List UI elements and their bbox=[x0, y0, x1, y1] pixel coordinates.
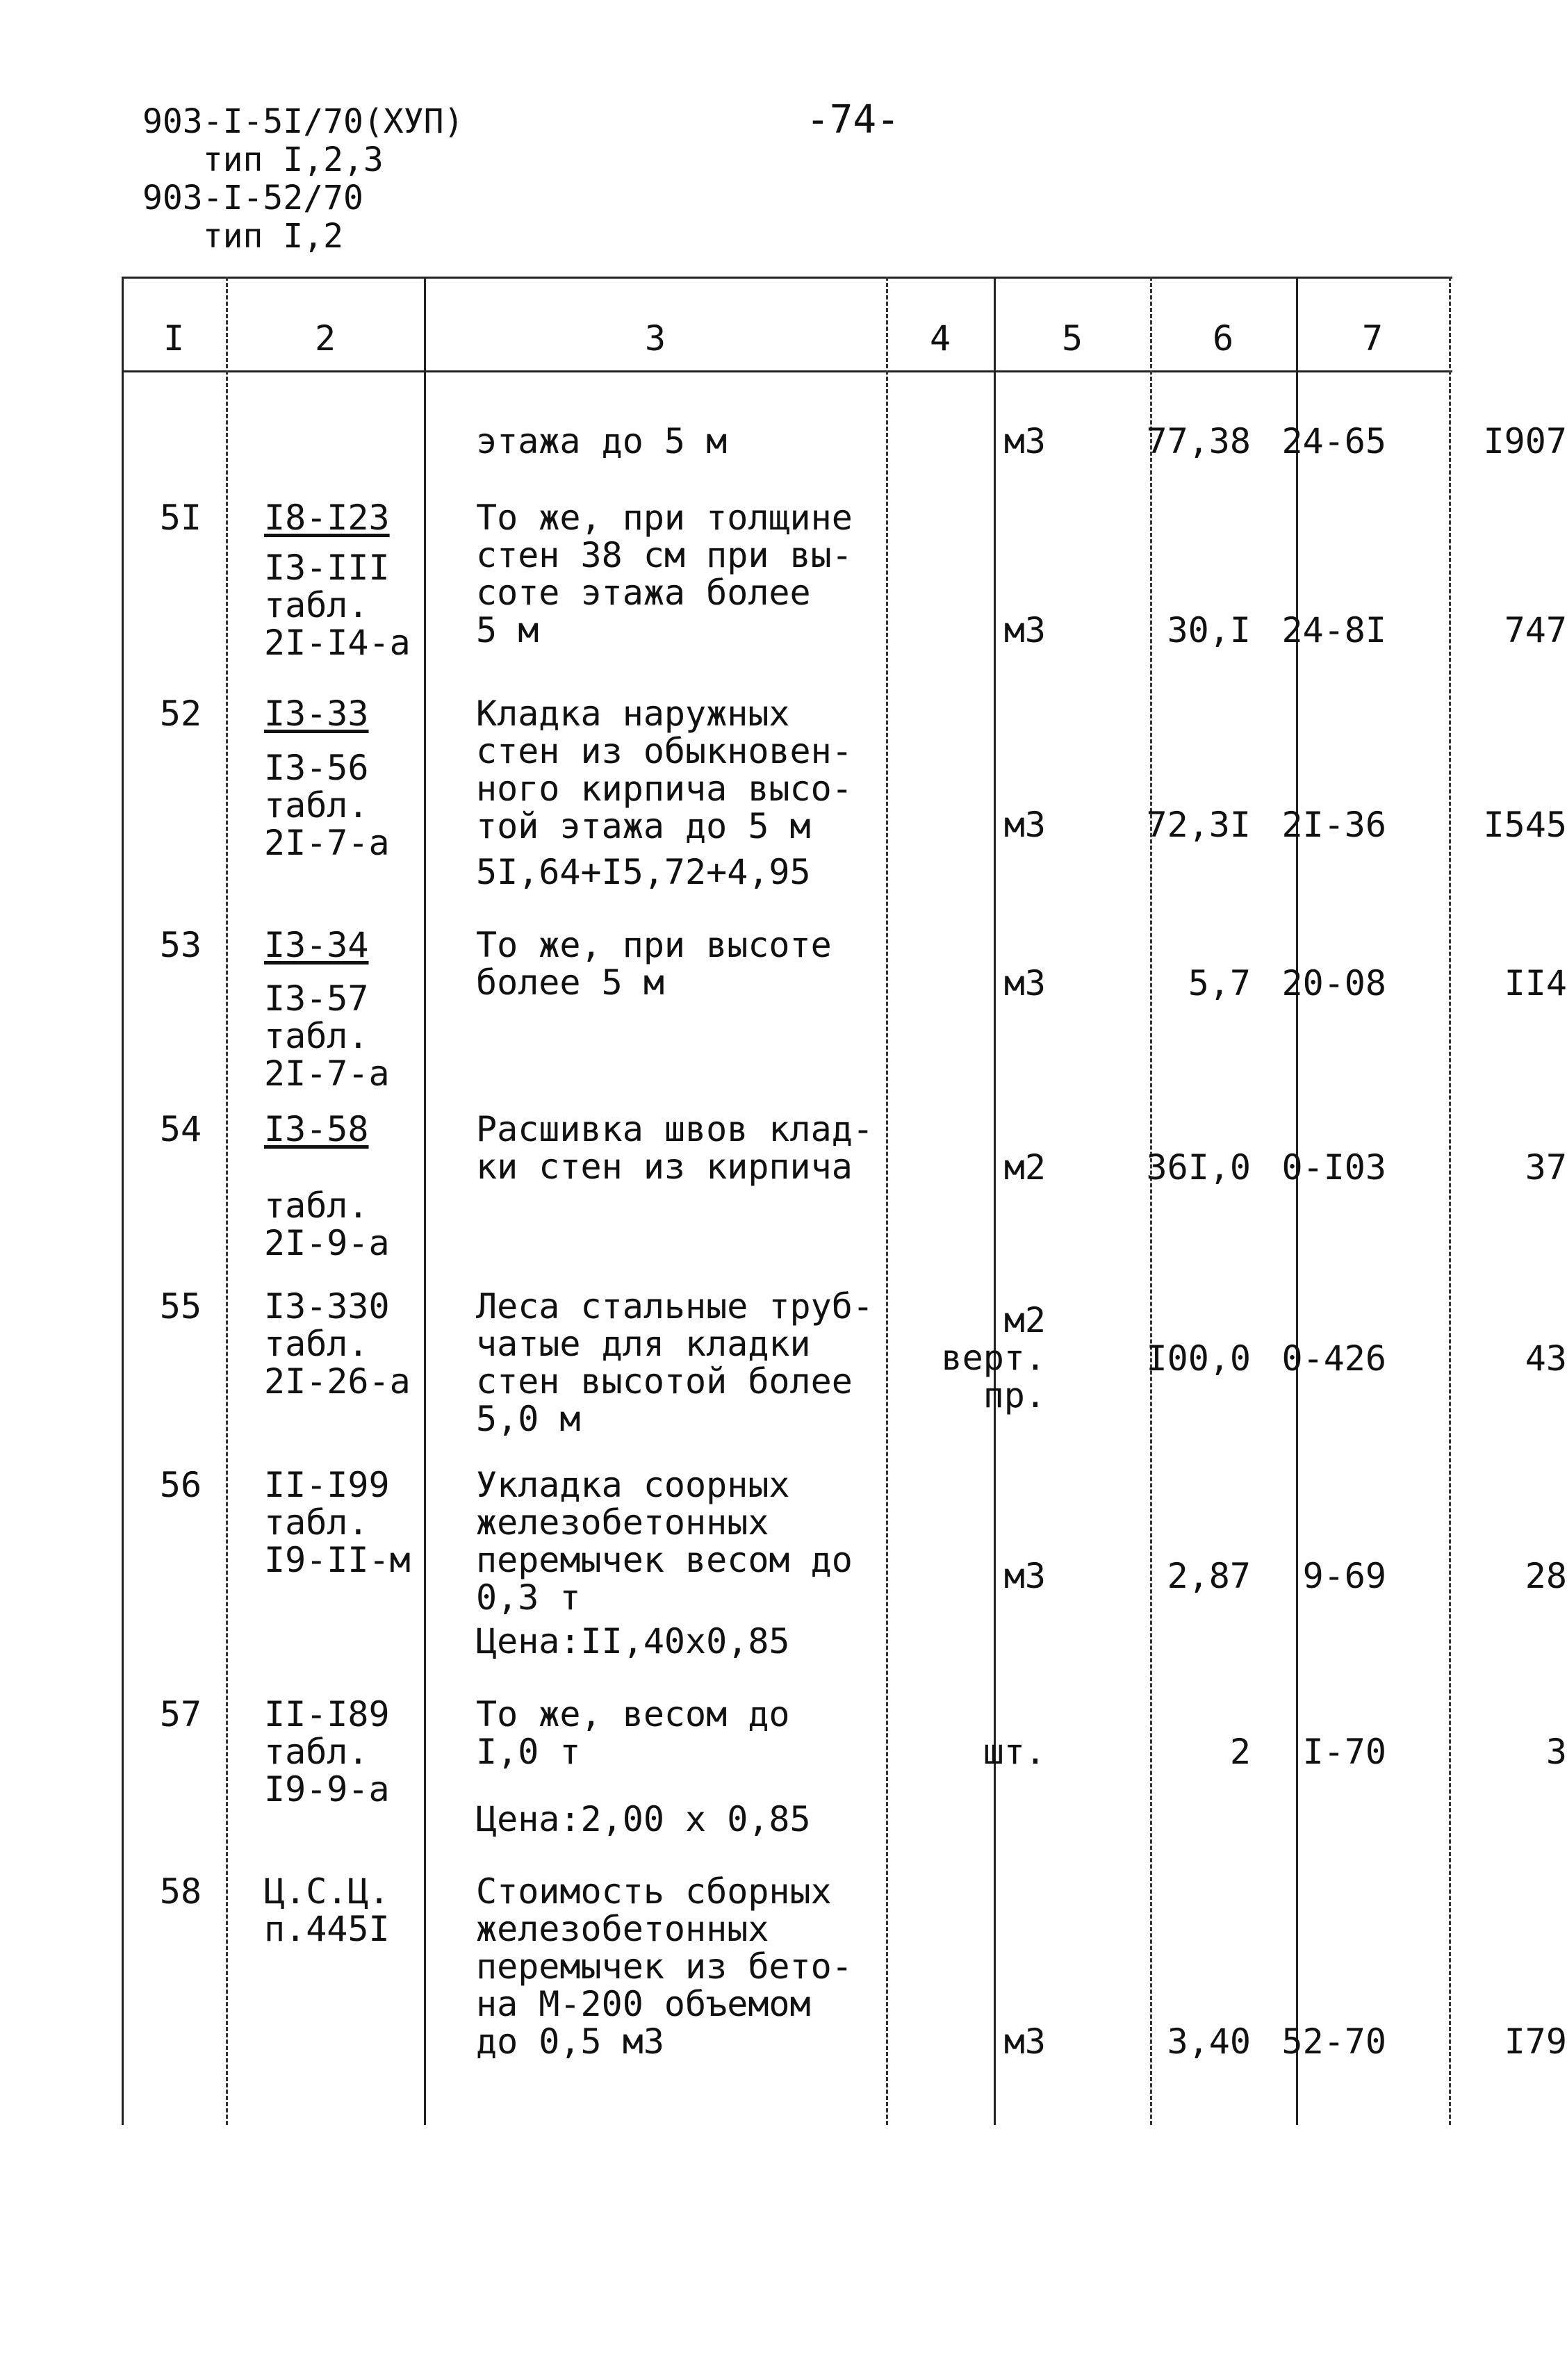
column-number: 5 bbox=[1061, 318, 1083, 359]
norm-reference: II-I89 табл. I9-9-а bbox=[264, 1694, 390, 1809]
quantity: 77,38 bbox=[1146, 421, 1251, 461]
unit: м3 bbox=[1003, 1556, 1046, 1596]
col-divider-6 bbox=[1296, 277, 1298, 2125]
quantity: 2 bbox=[1229, 1732, 1251, 1772]
total-cost: 747 bbox=[1504, 610, 1567, 650]
unit-price: I-70 bbox=[1302, 1732, 1386, 1772]
norm-reference: I3-III табл. 2I-I4-а bbox=[264, 548, 411, 663]
work-description: Расшивка швов клад- ки стен из кирпича bbox=[476, 1109, 873, 1187]
work-description: То же, при толщине стен 38 см при вы- соте этажа более 5 м bbox=[476, 498, 853, 650]
unit: м2 bbox=[1003, 1147, 1046, 1188]
unit-price: 20-08 bbox=[1281, 963, 1386, 1003]
unit-price: 0-426 bbox=[1281, 1338, 1386, 1379]
norm-reference: Ц.С.Ц. п.445I bbox=[264, 1871, 390, 1949]
total-cost: I79 bbox=[1504, 2021, 1567, 2062]
norm-code: I3-58 bbox=[264, 1109, 369, 1149]
table-left-border bbox=[122, 277, 124, 2125]
header-bottom-rule bbox=[122, 370, 1452, 372]
document-code: 903-I-5I/70(ХУП) тип I,2,3 903-I-52/70 тип I,2 bbox=[142, 102, 464, 256]
total-cost: 3 bbox=[1545, 1732, 1567, 1772]
col-divider-3 bbox=[886, 277, 888, 2125]
unit: м3 bbox=[1003, 610, 1046, 650]
estimate-table bbox=[122, 277, 1567, 2125]
item-number: 55 bbox=[159, 1286, 202, 1327]
work-description: этажа до 5 м bbox=[476, 421, 728, 461]
work-description: Стоимость сборных железобетонных перемычек из бето- на М-200 объемом до 0,5 м3 bbox=[476, 1871, 853, 2062]
quantity: I00,0 bbox=[1146, 1338, 1251, 1379]
col-divider-5 bbox=[1150, 277, 1152, 2125]
total-cost: I907 bbox=[1483, 421, 1567, 461]
unit-price: 9-69 bbox=[1302, 1556, 1386, 1596]
item-number: 52 bbox=[159, 694, 202, 734]
unit: м3 bbox=[1003, 2021, 1046, 2062]
page-number: -74- bbox=[806, 97, 900, 142]
total-cost: 37 bbox=[1525, 1147, 1567, 1188]
work-description: Кладка наружных стен из обыкновен- ного кирпича высо- той этажа до 5 м bbox=[476, 694, 853, 846]
work-description: Укладка соорных железобетонных перемычек весом до 0,3 т bbox=[476, 1465, 853, 1618]
quantity: 30,I bbox=[1167, 610, 1251, 650]
price-note: Цена:II,40х0,85 bbox=[476, 1621, 790, 1661]
quantity: 2,87 bbox=[1167, 1556, 1251, 1596]
col-divider-4 bbox=[994, 277, 996, 2125]
item-number: 58 bbox=[159, 1871, 202, 1912]
column-number: 4 bbox=[929, 318, 951, 359]
price-note: Цена:2,00 х 0,85 bbox=[476, 1799, 811, 1839]
norm-code: I8-I23 bbox=[264, 498, 390, 538]
unit-price: 0-I03 bbox=[1281, 1147, 1386, 1188]
quantity: 3,40 bbox=[1167, 2021, 1251, 2062]
column-number: I bbox=[163, 318, 185, 359]
table-right-border bbox=[1449, 277, 1451, 2125]
unit: м3 bbox=[1003, 805, 1046, 845]
column-number: 6 bbox=[1212, 318, 1234, 359]
total-cost: 43 bbox=[1525, 1338, 1567, 1379]
quantity: 72,3I bbox=[1146, 805, 1251, 845]
item-number: 57 bbox=[159, 1694, 202, 1734]
norm-reference: табл. 2I-9-а bbox=[264, 1185, 390, 1263]
unit: м2 верт. пр. bbox=[941, 1300, 1046, 1415]
work-description: Леса стальные труб- чатые для кладки стен высотой более 5,0 м bbox=[476, 1286, 873, 1439]
quantity: 36I,0 bbox=[1146, 1147, 1251, 1188]
column-number: 2 bbox=[314, 318, 336, 359]
col-divider-2 bbox=[424, 277, 426, 2125]
column-number: 3 bbox=[644, 318, 666, 359]
total-cost: 28 bbox=[1525, 1556, 1567, 1596]
norm-reference: I3-57 табл. 2I-7-а bbox=[264, 978, 390, 1094]
unit: шт. bbox=[983, 1732, 1046, 1772]
unit-price: 2I-36 bbox=[1281, 805, 1386, 845]
total-cost: I545 bbox=[1483, 805, 1567, 845]
work-description: То же, весом до I,0 т bbox=[476, 1694, 790, 1772]
work-description: То же, при высоте более 5 м bbox=[476, 925, 832, 1003]
norm-code: I3-33 bbox=[264, 694, 369, 734]
norm-reference: I3-56 табл. 2I-7-а bbox=[264, 748, 390, 863]
item-number: 54 bbox=[159, 1109, 202, 1149]
col-divider-1 bbox=[226, 277, 228, 2125]
unit-price: 24-8I bbox=[1281, 610, 1386, 650]
norm-reference: II-I99 табл. I9-II-м bbox=[264, 1465, 411, 1580]
norm-reference: I3-330 табл. 2I-26-а bbox=[264, 1286, 411, 1402]
unit: м3 bbox=[1003, 963, 1046, 1003]
unit-price: 52-70 bbox=[1281, 2021, 1386, 2062]
item-number: 53 bbox=[159, 925, 202, 965]
quantity: 5,7 bbox=[1188, 963, 1251, 1003]
norm-code: I3-34 bbox=[264, 925, 369, 965]
unit-price: 24-65 bbox=[1281, 421, 1386, 461]
table-top-rule bbox=[122, 277, 1452, 279]
calculation-note: 5I,64+I5,72+4,95 bbox=[476, 852, 811, 892]
total-cost: II4 bbox=[1504, 963, 1567, 1003]
item-number: 56 bbox=[159, 1465, 202, 1505]
item-number: 5I bbox=[159, 498, 202, 538]
column-number: 7 bbox=[1361, 318, 1384, 359]
unit: м3 bbox=[1003, 421, 1046, 461]
